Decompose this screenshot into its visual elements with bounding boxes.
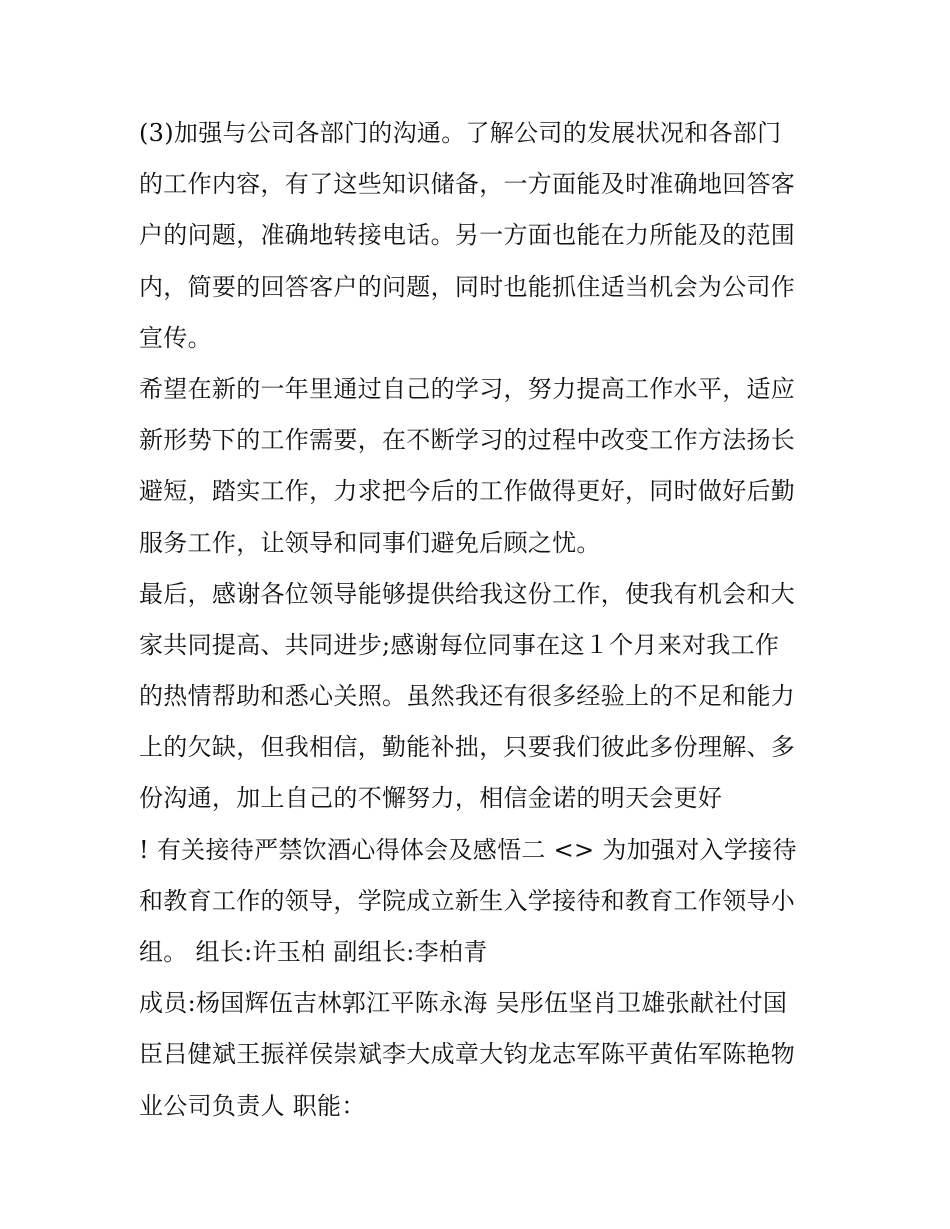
text-line: 的热情帮助和悉心关照。虽然我还有很多经验上的不足和能力: [139, 682, 796, 711]
document-text-body: [139, 108, 819, 1132]
text-line: 份沟通，加上自己的不懈努力，相信金诺的明天会更好: [139, 784, 723, 813]
text-line: 内，简要的回答客户的问题，同时也能抓住适当机会为公司作: [139, 272, 796, 301]
text-line: 的工作内容，有了这些知识储备，一方面能及时准确地回答客: [139, 170, 796, 199]
text-line: 上的欠缺，但我相信，勤能补拙，只要我们彼此多份理解、多: [139, 733, 796, 762]
text-line: (3)加强与公司各部门的沟通。了解公司的发展状况和各部门: [139, 119, 782, 147]
text-line: 组。 组长:许玉柏 副组长:李柏青: [139, 938, 488, 966]
text-line: 最后，感谢各位领导能够提供给我这份工作，使我有机会和大: [139, 579, 796, 608]
text-line: 户的问题，准确地转接电话。另一方面也能在力所能及的范围: [139, 221, 796, 250]
text-line: 宣传。: [139, 323, 212, 352]
text-line: 避短，踏实工作，力求把今后的工作做得更好，同时做好后勤: [139, 477, 796, 506]
text-line: 臣吕健斌王振祥侯崇斌李大成章大钧龙志军陈平黄佑军陈艳物: [139, 1040, 796, 1069]
text-line: 成员:杨国辉伍吉林郭江平陈永海 吴彤伍坚肖卫雄张献社付国: [139, 989, 788, 1018]
text-line: 新形势下的工作需要，在不断学习的过程中改变工作方法扬长: [139, 426, 796, 455]
text-line: ! 有关接待严禁饮酒心得体会及感悟二 <> 为加强对入学接待: [139, 835, 797, 864]
text-line: 业公司负责人 职能：: [139, 1091, 366, 1120]
text-line: 希望在新的一年里通过自己的学习，努力提高工作水平，适应: [139, 374, 796, 403]
text-line: 服务工作，让领导和同事们避免后顾之忧。: [139, 528, 601, 557]
text-line: 家共同提高、共同进步;感谢每位同事在这１个月来对我工作: [139, 630, 780, 659]
text-line: 和教育工作的领导，学院成立新生入学接待和教育工作领导小: [139, 886, 796, 915]
